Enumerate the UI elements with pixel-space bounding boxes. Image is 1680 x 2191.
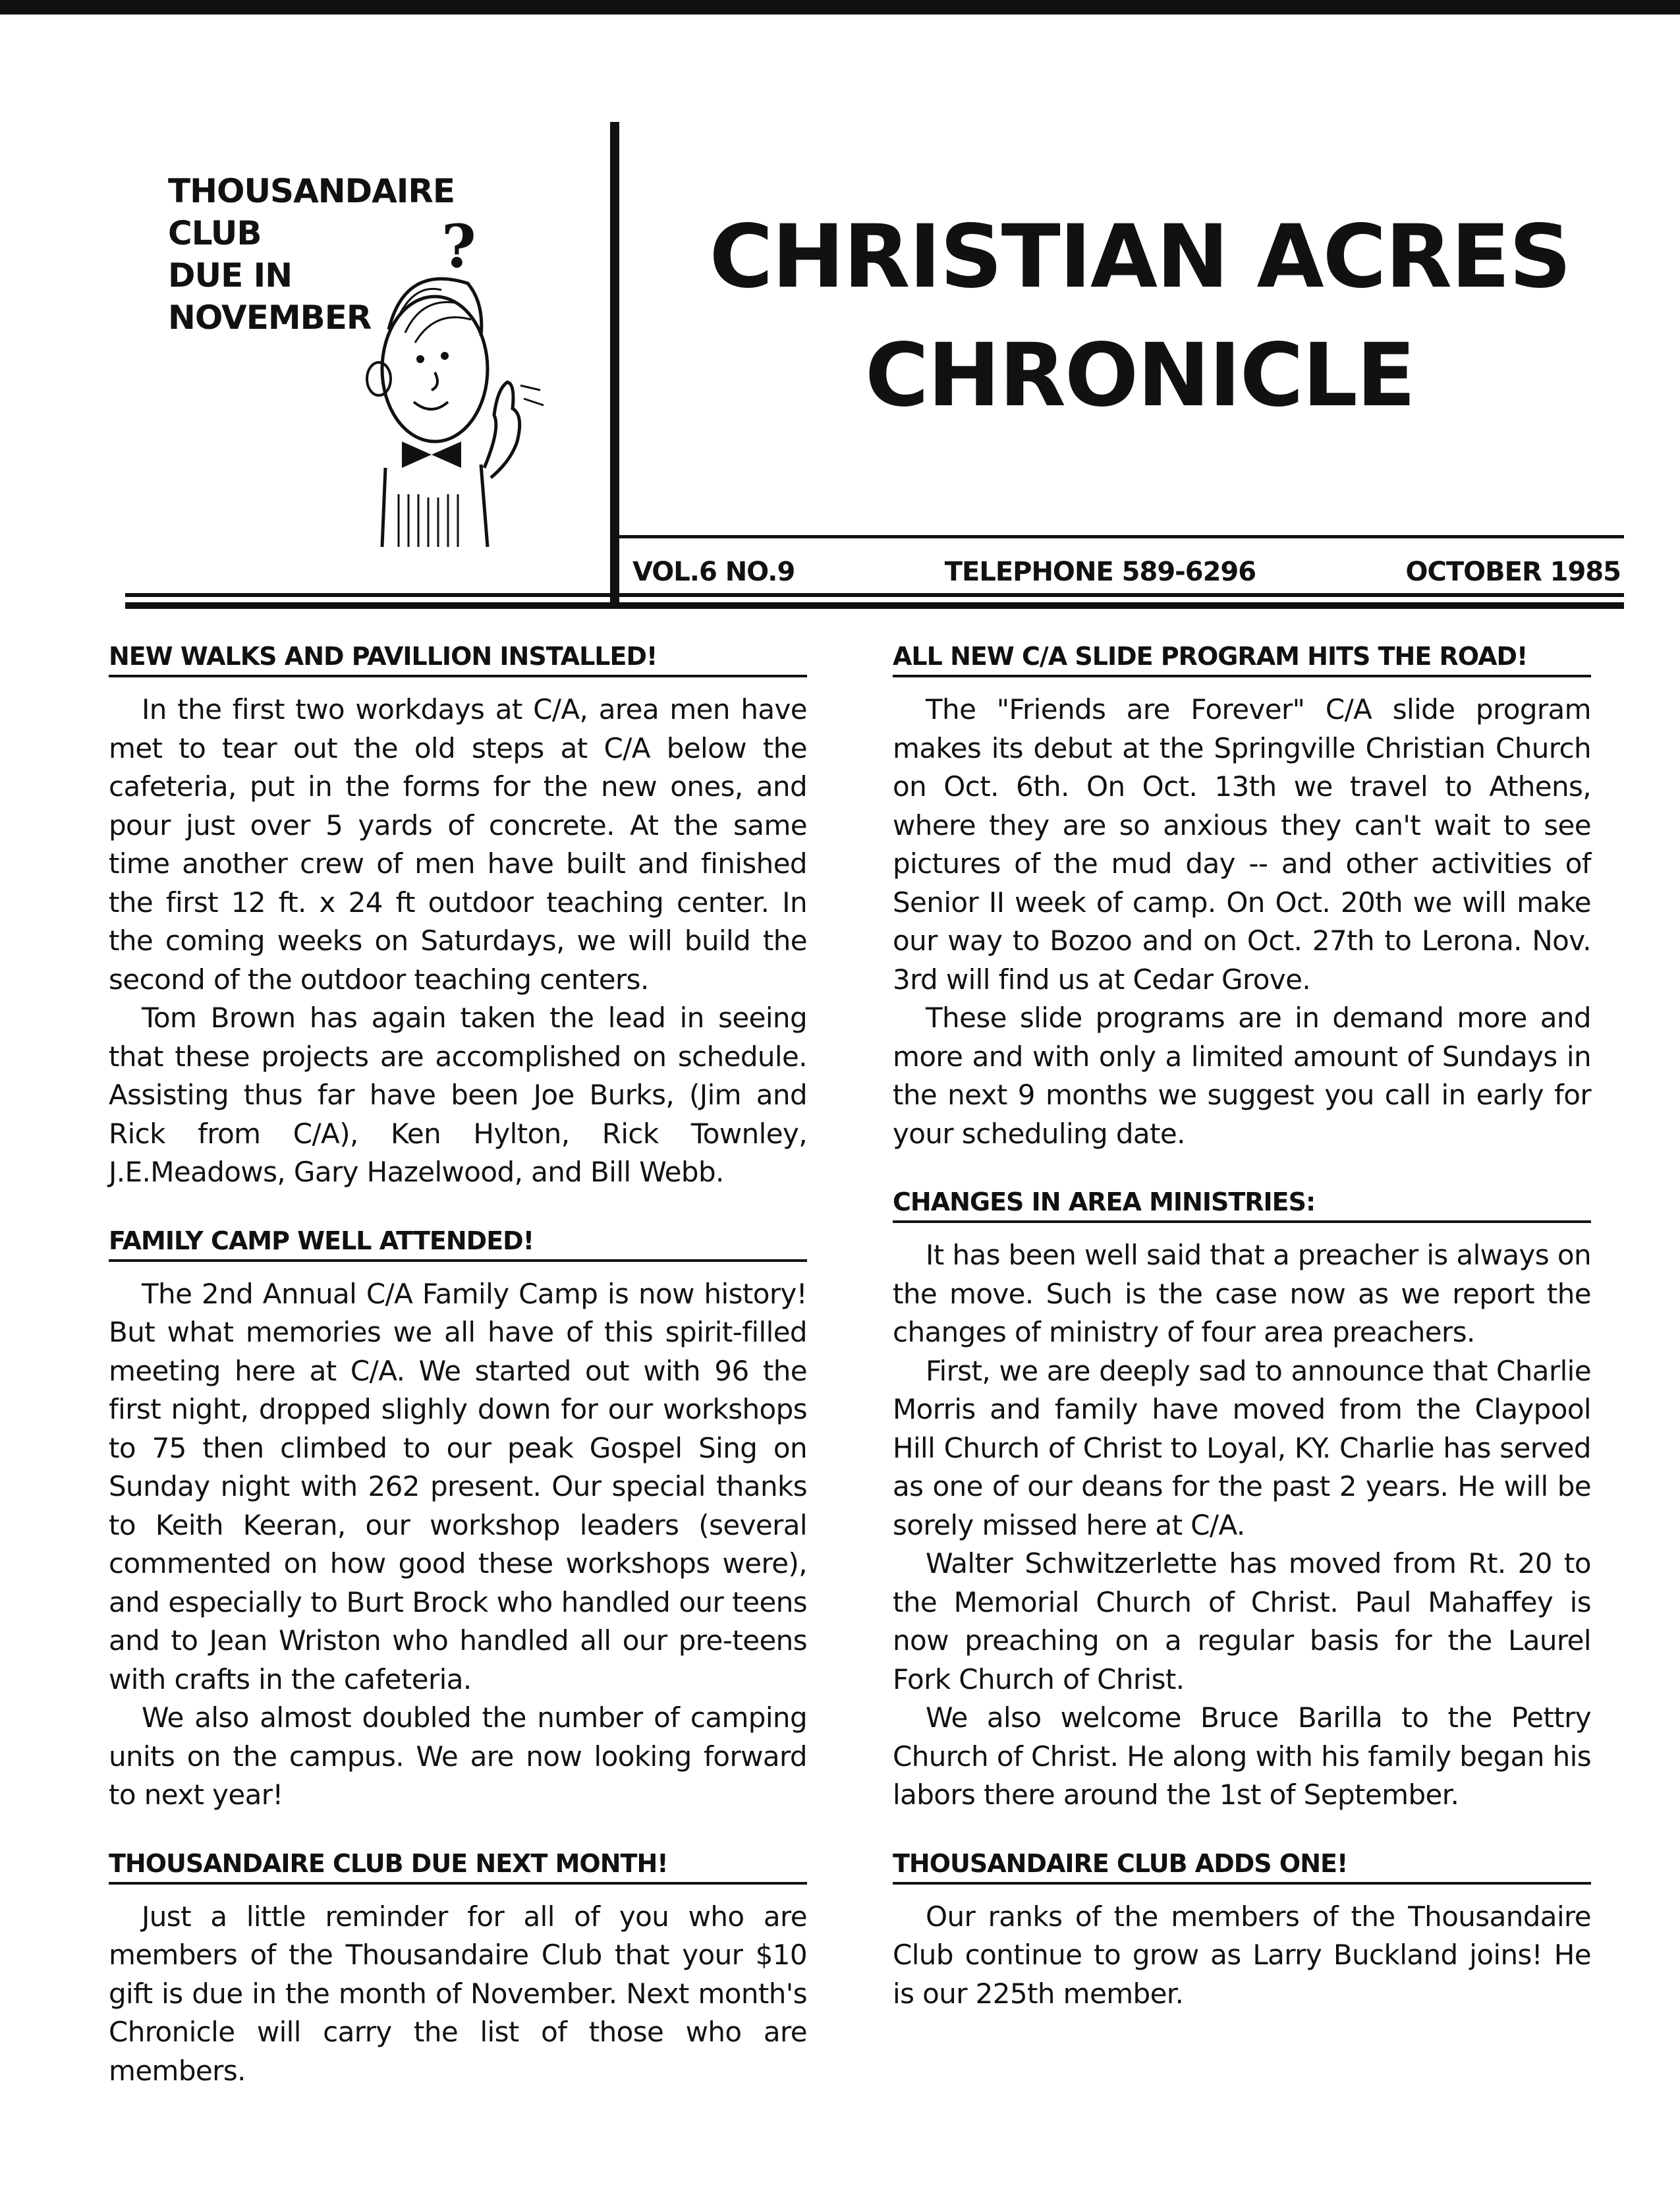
title-line-2: CHRONICLE: [865, 325, 1414, 426]
article-thousandaire-due: [102, 1846, 827, 2091]
article-paragraph: The "Friends are Forever" C/A slide program makes its debut at the Springville Christian Church on Oct. 6th. On Oct. 13th we travel to Athens, where they are so anxious they can't wait to see pictures of the mud day -- and other activities of Senior II week of camp. On Oct. 20th we will make our way to Bozoo and on Oct. 27th to Lerona. Nov. 3rd will find us at Cedar Grove.: [893, 693, 1591, 996]
article-heading: NEW WALKS AND PAVILLION INSTALLED!: [109, 639, 807, 677]
article-thousandaire-adds: [886, 1846, 1611, 2014]
issue-info-bar: [632, 552, 1621, 592]
teaser-line: CLUB: [168, 214, 262, 252]
article-heading: THOUSANDAIRE CLUB ADDS ONE!: [893, 1846, 1591, 1885]
telephone-number: TELEPHONE 589-6296: [944, 557, 1256, 587]
article-paragraph: Just a little reminder for all of you who are members of the Thousandaire Club that your $10 gift is due in the month of November. Next month's Chronicle will carry the list of those who are members.: [109, 1900, 807, 2087]
article-area-ministries: [886, 1185, 1611, 1815]
teaser-line: DUE IN: [168, 256, 293, 295]
header-vertical-rule: [610, 122, 619, 603]
teaser-line: NOVEMBER: [168, 299, 372, 337]
article-paragraph: Tom Brown has again taken the lead in seeing that these projects are accomplished on schedule. Assisting thus far have been Joe Burks, (Jim and Rick from C/A), Ken Hylton, Rick Townley, J.E.Meadows, Gary Hazelwood, and Bill Webb.: [109, 1002, 807, 1188]
article-family-camp: [102, 1224, 827, 1815]
issue-date: OCTOBER 1985: [1405, 557, 1621, 587]
infobar-top-rule: [619, 535, 1624, 538]
article-paragraph: These slide programs are in demand more and more and with only a limited amount of Sundays in the next 9 months we suggest you call in early for your scheduling date.: [893, 1002, 1591, 1150]
header-bottom-rule-thin: [125, 593, 1624, 597]
cartoon-mascot-illustration: [343, 217, 580, 554]
article-paragraph: In the first two workdays at C/A, area men have met to tear out the old steps at C/A below the cafeteria, put in the forms for the new ones, and pour just over 5 yards of concrete. At the same time another crew of men have built and finished the first 12 ft. x 24 ft outdoor teaching center. In the coming weeks on Saturdays, we will build the second of the outdoor teaching centers.: [109, 693, 807, 996]
article-paragraph: The 2nd Annual C/A Family Camp is now history! But what memories we all have of this spirit-filled meeting here at C/A. We started out with 96 the first night, dropped slighly down for our workshops to 75 then climbed to our peak Gospel Sing on Sunday night with 262 present. Our special thanks to Keith Keeran, our workshop leaders (several commented on how good these workshops were), and especially to Burt Brock who handled our teens and to Jean Wriston who handled all our pre-teens with crafts in the cafeteria.: [109, 1277, 807, 1695]
article-new-walks: [102, 639, 827, 1192]
article-paragraph: It has been well said that a preacher is always on the move. Such is the case now as we report the changes of ministry of four area preachers.: [893, 1239, 1591, 1348]
header-bottom-rule-thick: [125, 602, 1624, 609]
volume-number: VOL.6 NO.9: [632, 557, 795, 587]
article-paragraph: We also welcome Bruce Barilla to the Pettry Church of Christ. He along with his family began his labors there around the 1st of September.: [893, 1701, 1591, 1811]
top-border: [0, 0, 1680, 14]
right-column: [886, 639, 1611, 2045]
article-heading: ALL NEW C/A SLIDE PROGRAM HITS THE ROAD!: [893, 639, 1591, 677]
left-column: [102, 639, 827, 2122]
article-paragraph: Walter Schwitzerlette has moved from Rt. 20 to the Memorial Church of Christ. Paul Mahaffey is now preaching on a regular basis for the Laurel Fork Church of Christ.: [893, 1547, 1591, 1695]
article-heading: FAMILY CAMP WELL ATTENDED!: [109, 1224, 807, 1262]
article-heading: THOUSANDAIRE CLUB DUE NEXT MONTH!: [109, 1846, 807, 1885]
newsletter-title: [659, 198, 1621, 435]
mascot-question-mark: ?: [441, 217, 476, 281]
title-line-1: CHRISTIAN ACRES: [709, 206, 1571, 308]
article-slide-program: [886, 639, 1611, 1153]
article-paragraph: First, we are deeply sad to announce that Charlie Morris and family have moved from the Claypool Hill Church of Christ to Loyal, KY. Charlie has served as one of our deans for the past 2 years. He will be sorely missed here at C/A.: [893, 1354, 1591, 1541]
teaser-line: THOUSANDAIRE: [168, 172, 455, 210]
article-paragraph: We also almost doubled the number of camping units on the campus. We are now looking forward to next year!: [109, 1701, 807, 1811]
article-paragraph: Our ranks of the members of the Thousandaire Club continue to grow as Larry Buckland joins! He is our 225th member.: [893, 1900, 1591, 2010]
article-heading: CHANGES IN AREA MINISTRIES:: [893, 1185, 1591, 1223]
